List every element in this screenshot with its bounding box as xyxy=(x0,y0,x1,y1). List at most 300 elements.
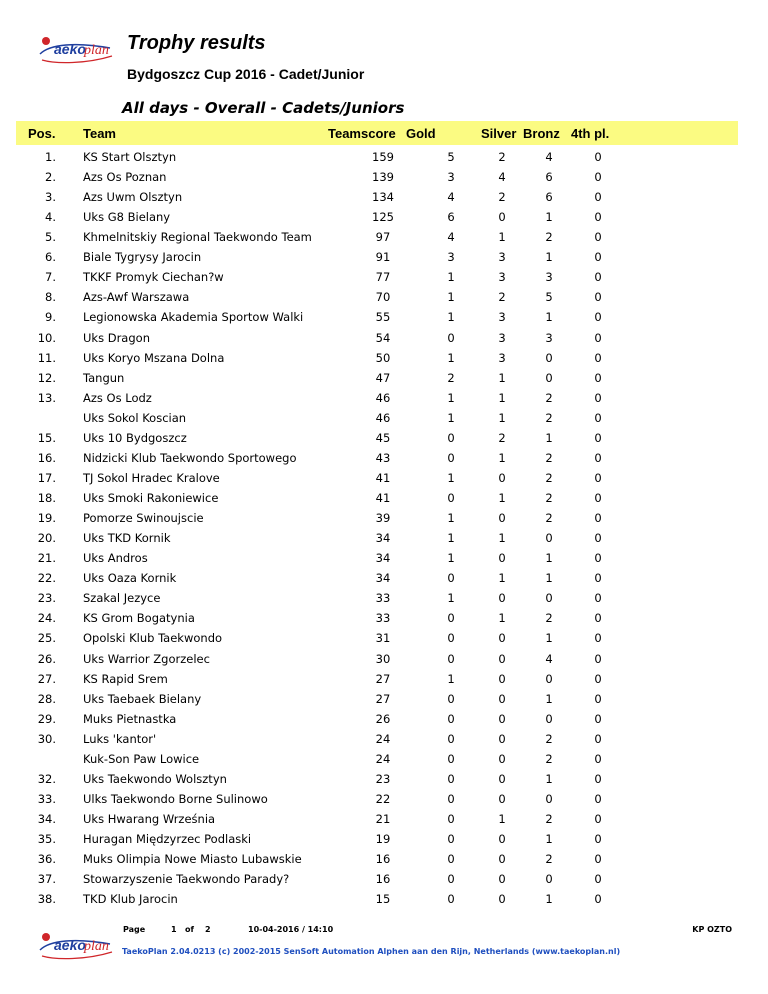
cell-team: Uks Hwarang Września xyxy=(83,811,216,826)
cell-gold: 1 xyxy=(447,531,455,546)
cell-fourth: 0 xyxy=(594,892,602,907)
cell-team: Szakal Jezyce xyxy=(83,591,161,606)
cell-pos: 34. xyxy=(37,811,56,826)
cell-pos: 24. xyxy=(37,611,56,626)
cell-silver: 1 xyxy=(498,390,506,405)
cell-bronz: 0 xyxy=(545,791,553,806)
cell-bronz: 2 xyxy=(545,450,553,465)
cell-bronz: 1 xyxy=(545,250,553,265)
cell-bronz: 2 xyxy=(545,511,553,526)
cell-silver: 0 xyxy=(498,671,506,686)
cell-pos: 1. xyxy=(45,150,56,164)
cell-fourth: 0 xyxy=(594,551,602,566)
cell-fourth: 0 xyxy=(594,811,602,826)
cell-score: 134 xyxy=(372,190,394,205)
cell-pos: 9. xyxy=(45,310,56,325)
cell-team: Uks G8 Bielany xyxy=(83,210,171,225)
cell-score: 139 xyxy=(372,170,394,185)
cell-pos: 22. xyxy=(37,571,56,586)
cell-fourth: 0 xyxy=(594,531,602,546)
cell-pos: 37. xyxy=(37,872,56,887)
table-row xyxy=(16,749,738,769)
table-row xyxy=(16,568,738,588)
logo-text-plan: plan xyxy=(84,43,109,58)
cell-score: 27 xyxy=(375,691,391,706)
cell-gold: 0 xyxy=(447,691,455,706)
cell-silver: 0 xyxy=(498,751,506,766)
cell-pos: 28. xyxy=(37,691,56,706)
cell-bronz: 2 xyxy=(545,852,553,867)
cell-score: 34 xyxy=(375,551,391,566)
cell-score: 41 xyxy=(375,491,391,506)
cell-silver: 1 xyxy=(498,811,506,826)
cell-team: Luks 'kantor' xyxy=(83,731,157,746)
cell-team: TKKF Promyk Ciechan?w xyxy=(83,270,224,285)
cell-gold: 1 xyxy=(447,390,455,405)
cell-bronz: 1 xyxy=(545,691,553,706)
footer-page-total: 2 xyxy=(205,925,211,934)
cell-score: 34 xyxy=(375,571,391,586)
cell-fourth: 0 xyxy=(594,731,602,746)
table-row xyxy=(16,628,738,648)
table-row xyxy=(16,468,738,488)
cell-fourth: 0 xyxy=(594,250,602,265)
cell-silver: 0 xyxy=(498,691,506,706)
cell-pos: 20. xyxy=(37,531,56,546)
cell-pos: 27. xyxy=(37,671,56,686)
footer-page-label: Page xyxy=(123,925,146,934)
cell-score: 97 xyxy=(375,230,391,245)
cell-gold: 0 xyxy=(447,571,455,586)
cell-silver: 3 xyxy=(498,250,506,265)
logo-text-aeko: aeko xyxy=(54,937,86,953)
cell-silver: 0 xyxy=(498,210,506,225)
table-row xyxy=(16,548,738,568)
cell-bronz: 1 xyxy=(545,210,553,225)
cell-pos: 15. xyxy=(37,430,56,445)
cell-gold: 1 xyxy=(447,310,455,325)
cell-gold: 1 xyxy=(447,511,455,526)
cell-team: Biale Tygrysy Jarocin xyxy=(83,250,202,265)
cell-gold: 1 xyxy=(447,350,455,365)
cell-team: Uks Smoki Rakoniewice xyxy=(83,491,219,506)
cell-gold: 0 xyxy=(447,852,455,867)
cell-silver: 0 xyxy=(498,892,506,907)
col-header-fourth: 4th pl. xyxy=(571,126,610,141)
cell-bronz: 3 xyxy=(545,330,553,345)
cell-score: 33 xyxy=(375,591,391,606)
cell-gold: 0 xyxy=(447,611,455,626)
table-row xyxy=(16,448,738,468)
cell-team: Legionowska Akademia Sportow Walki xyxy=(83,310,304,325)
cell-team: Uks Koryo Mszana Dolna xyxy=(83,350,225,365)
cell-score: 41 xyxy=(375,470,391,485)
cell-silver: 3 xyxy=(498,330,506,345)
cell-score: 21 xyxy=(375,811,391,826)
cell-gold: 0 xyxy=(447,491,455,506)
cell-score: 91 xyxy=(375,250,391,265)
cell-silver: 3 xyxy=(498,350,506,365)
cell-score: 70 xyxy=(375,290,391,305)
cell-silver: 0 xyxy=(498,731,506,746)
cell-gold: 0 xyxy=(447,631,455,646)
cell-team: Azs-Awf Warszawa xyxy=(83,290,190,305)
cell-score: 33 xyxy=(375,611,391,626)
cell-silver: 0 xyxy=(498,711,506,726)
cell-pos: 16. xyxy=(37,450,56,465)
cell-gold: 4 xyxy=(447,190,455,205)
cell-pos: 30. xyxy=(37,731,56,746)
table-row xyxy=(16,428,738,448)
cell-fourth: 0 xyxy=(594,310,602,325)
cell-silver: 0 xyxy=(498,470,506,485)
cell-bronz: 4 xyxy=(545,651,553,666)
cell-pos: 26. xyxy=(37,651,56,666)
cell-fourth: 0 xyxy=(594,190,602,205)
table-row xyxy=(16,508,738,528)
footer-page-num: 1 xyxy=(171,925,177,934)
cell-fourth: 0 xyxy=(594,611,602,626)
cell-gold: 0 xyxy=(447,711,455,726)
cell-silver: 2 xyxy=(498,430,506,445)
cell-score: 125 xyxy=(372,210,394,225)
table-row xyxy=(16,789,738,809)
cell-score: 46 xyxy=(375,410,391,425)
cell-score: 22 xyxy=(375,791,391,806)
cell-team: Muks Pietnastka xyxy=(83,711,177,726)
cell-score: 24 xyxy=(375,751,391,766)
cell-silver: 2 xyxy=(498,150,506,164)
cell-gold: 3 xyxy=(447,250,455,265)
footer-datetime: 10-04-2016 / 14:10 xyxy=(248,925,334,934)
cell-pos: 6. xyxy=(45,250,56,265)
col-header-pos: Pos. xyxy=(28,126,56,141)
col-header-gold: Gold xyxy=(406,126,436,141)
cell-score: 159 xyxy=(372,150,394,164)
footer-copyright: TaekoPlan 2.04.0213 (c) 2002-2015 SenSoft Automation Alphen aan den Rijn, Netherlands (www.taekoplan.nl) xyxy=(122,947,621,956)
cell-bronz: 2 xyxy=(545,611,553,626)
cell-team: Muks Olimpia Nowe Miasto Lubawskie xyxy=(83,852,302,867)
cell-pos: 5. xyxy=(45,230,56,245)
cell-fourth: 0 xyxy=(594,511,602,526)
cell-silver: 0 xyxy=(498,791,506,806)
cell-silver: 0 xyxy=(498,511,506,526)
col-header-bronz: Bronz xyxy=(523,126,560,141)
table-row xyxy=(16,328,738,348)
cell-bronz: 1 xyxy=(545,571,553,586)
cell-bronz: 0 xyxy=(545,671,553,686)
cell-team: Uks Warrior Zgorzelec xyxy=(83,651,210,666)
cell-silver: 0 xyxy=(498,852,506,867)
cell-team: Pomorze Swinoujscie xyxy=(83,511,204,526)
cell-score: 45 xyxy=(375,430,391,445)
cell-score: 16 xyxy=(375,872,391,887)
cell-bronz: 1 xyxy=(545,310,553,325)
cell-gold: 0 xyxy=(447,771,455,786)
cell-fourth: 0 xyxy=(594,370,602,385)
cell-fourth: 0 xyxy=(594,410,602,425)
cell-pos: 38. xyxy=(37,892,56,907)
cell-bronz: 2 xyxy=(545,410,553,425)
table-row xyxy=(16,729,738,749)
cell-pos: 12. xyxy=(37,370,56,385)
cell-score: 54 xyxy=(375,330,391,345)
cell-silver: 0 xyxy=(498,832,506,847)
col-header-silver: Silver xyxy=(481,126,517,141)
cell-silver: 1 xyxy=(498,531,506,546)
cell-pos: 21. xyxy=(37,551,56,566)
cell-pos: 4. xyxy=(45,210,56,225)
cell-score: 30 xyxy=(375,651,391,666)
cell-team: Kuk-Son Paw Lowice xyxy=(83,751,200,766)
section-title: All days - Overall - Cadets/Juniors xyxy=(122,99,405,117)
cell-pos: 13. xyxy=(37,390,56,405)
cell-pos: 23. xyxy=(37,591,56,606)
cell-score: 19 xyxy=(375,832,391,847)
footer-of-label: of xyxy=(185,925,194,934)
cell-bronz: 0 xyxy=(545,591,553,606)
cell-silver: 1 xyxy=(498,370,506,385)
cell-team: Huragan Międzyrzec Podlaski xyxy=(83,832,252,847)
col-header-score: Teamscore xyxy=(328,126,396,141)
cell-silver: 1 xyxy=(498,410,506,425)
cell-team: Tangun xyxy=(83,370,125,385)
cell-pos: 11. xyxy=(37,350,56,365)
cell-team: Azs Os Poznan xyxy=(83,170,167,185)
table-row xyxy=(16,528,738,548)
footer-right-text: KP OZTO xyxy=(692,925,732,934)
cell-gold: 0 xyxy=(447,330,455,345)
table-row xyxy=(16,287,738,307)
cell-team: TKD Klub Jarocin xyxy=(83,892,178,907)
cell-fourth: 0 xyxy=(594,270,602,285)
table-row xyxy=(16,889,738,909)
cell-score: 15 xyxy=(375,892,391,907)
cell-team: TJ Sokol Hradec Kralove xyxy=(83,470,220,485)
cell-bronz: 0 xyxy=(545,531,553,546)
cell-pos: 18. xyxy=(37,491,56,506)
table-row xyxy=(16,809,738,829)
cell-bronz: 1 xyxy=(545,631,553,646)
cell-fourth: 0 xyxy=(594,170,602,185)
cell-score: 77 xyxy=(375,270,391,285)
taekoplan-logo xyxy=(36,34,114,68)
cell-silver: 1 xyxy=(498,491,506,506)
cell-team: Nidzicki Klub Taekwondo Sportowego xyxy=(83,450,297,465)
cell-gold: 0 xyxy=(447,811,455,826)
cell-gold: 0 xyxy=(447,731,455,746)
cell-pos: 17. xyxy=(37,470,56,485)
taekoplan-logo-footer xyxy=(36,930,114,964)
cell-pos: 32. xyxy=(37,771,56,786)
cell-bronz: 2 xyxy=(545,751,553,766)
cell-silver: 2 xyxy=(498,190,506,205)
table-row xyxy=(16,608,738,628)
cell-team: Uks 10 Bydgoszcz xyxy=(83,430,187,445)
cell-silver: 1 xyxy=(498,230,506,245)
cell-gold: 1 xyxy=(447,410,455,425)
col-header-team: Team xyxy=(83,126,116,141)
cell-pos: 19. xyxy=(37,511,56,526)
cell-bronz: 5 xyxy=(545,290,553,305)
cell-team: Uks Taekwondo Wolsztyn xyxy=(83,771,227,786)
cell-gold: 1 xyxy=(447,551,455,566)
table-row xyxy=(16,227,738,247)
cell-fourth: 0 xyxy=(594,491,602,506)
cell-fourth: 0 xyxy=(594,771,602,786)
cell-gold: 1 xyxy=(447,290,455,305)
cell-silver: 0 xyxy=(498,591,506,606)
cell-team: Khmelnitskiy Regional Taekwondo Team xyxy=(83,230,312,245)
cell-silver: 4 xyxy=(498,170,506,185)
cell-gold: 2 xyxy=(447,370,455,385)
cell-fourth: 0 xyxy=(594,711,602,726)
cell-gold: 0 xyxy=(447,651,455,666)
cell-gold: 0 xyxy=(447,791,455,806)
cell-gold: 4 xyxy=(447,230,455,245)
cell-fourth: 0 xyxy=(594,631,602,646)
cell-silver: 1 xyxy=(498,611,506,626)
cell-silver: 0 xyxy=(498,872,506,887)
cell-pos: 29. xyxy=(37,711,56,726)
cell-fourth: 0 xyxy=(594,791,602,806)
table-row xyxy=(16,709,738,729)
cell-team: KS Grom Bogatynia xyxy=(83,611,195,626)
cell-team: Uks TKD Kornik xyxy=(83,531,171,546)
cell-team: Uks Sokol Koscian xyxy=(83,410,187,425)
cell-fourth: 0 xyxy=(594,691,602,706)
cell-silver: 0 xyxy=(498,551,506,566)
cell-pos: 25. xyxy=(37,631,56,646)
cell-score: 31 xyxy=(375,631,391,646)
cell-gold: 1 xyxy=(447,270,455,285)
cell-team: Stowarzyszenie Taekwondo Parady? xyxy=(83,872,290,887)
cell-score: 34 xyxy=(375,531,391,546)
table-row xyxy=(16,167,738,187)
cell-score: 16 xyxy=(375,852,391,867)
cell-score: 26 xyxy=(375,711,391,726)
page-subtitle: Bydgoszcz Cup 2016 - Cadet/Junior xyxy=(127,66,365,82)
table-row xyxy=(16,247,738,267)
table-row xyxy=(16,849,738,869)
cell-fourth: 0 xyxy=(594,330,602,345)
cell-fourth: 0 xyxy=(594,350,602,365)
cell-silver: 1 xyxy=(498,450,506,465)
cell-team: Opolski Klub Taekwondo xyxy=(83,631,223,646)
cell-score: 50 xyxy=(375,350,391,365)
cell-fourth: 0 xyxy=(594,210,602,225)
table-row xyxy=(16,368,738,388)
cell-gold: 0 xyxy=(447,832,455,847)
cell-fourth: 0 xyxy=(594,290,602,305)
cell-score: 39 xyxy=(375,511,391,526)
cell-bronz: 2 xyxy=(545,230,553,245)
cell-silver: 3 xyxy=(498,270,506,285)
cell-gold: 5 xyxy=(447,150,455,164)
cell-fourth: 0 xyxy=(594,230,602,245)
cell-fourth: 0 xyxy=(594,591,602,606)
cell-team: Uks Dragon xyxy=(83,330,150,345)
cell-fourth: 0 xyxy=(594,450,602,465)
cell-bronz: 2 xyxy=(545,491,553,506)
cell-score: 24 xyxy=(375,731,391,746)
cell-bronz: 1 xyxy=(545,892,553,907)
cell-bronz: 0 xyxy=(545,350,553,365)
cell-gold: 0 xyxy=(447,430,455,445)
cell-score: 47 xyxy=(375,370,391,385)
cell-team: Uks Oaza Kornik xyxy=(83,571,177,586)
cell-score: 23 xyxy=(375,771,391,786)
cell-bronz: 1 xyxy=(545,551,553,566)
cell-bronz: 0 xyxy=(545,711,553,726)
table-row xyxy=(16,769,738,789)
table-row xyxy=(16,307,738,327)
cell-score: 43 xyxy=(375,450,391,465)
table-row xyxy=(16,147,738,167)
cell-gold: 0 xyxy=(447,751,455,766)
cell-silver: 0 xyxy=(498,631,506,646)
table-row xyxy=(16,689,738,709)
cell-pos: 35. xyxy=(37,832,56,847)
table-row xyxy=(16,869,738,889)
cell-silver: 3 xyxy=(498,310,506,325)
table-row xyxy=(16,408,738,428)
cell-silver: 1 xyxy=(498,571,506,586)
cell-bronz: 0 xyxy=(545,370,553,385)
cell-pos: 8. xyxy=(45,290,56,305)
cell-gold: 1 xyxy=(447,591,455,606)
cell-gold: 3 xyxy=(447,170,455,185)
cell-bronz: 2 xyxy=(545,731,553,746)
cell-bronz: 3 xyxy=(545,270,553,285)
cell-team: KS Rapid Srem xyxy=(83,671,168,686)
cell-bronz: 2 xyxy=(545,470,553,485)
table-row xyxy=(16,187,738,207)
cell-fourth: 0 xyxy=(594,651,602,666)
cell-gold: 1 xyxy=(447,470,455,485)
cell-bronz: 0 xyxy=(545,872,553,887)
cell-team: Azs Uwm Olsztyn xyxy=(83,190,183,205)
cell-pos: 7. xyxy=(45,270,56,285)
table-row xyxy=(16,267,738,287)
cell-pos: 2. xyxy=(45,170,56,185)
cell-bronz: 1 xyxy=(545,832,553,847)
cell-silver: 0 xyxy=(498,651,506,666)
table-header xyxy=(16,121,738,145)
cell-silver: 2 xyxy=(498,290,506,305)
cell-fourth: 0 xyxy=(594,571,602,586)
cell-bronz: 2 xyxy=(545,811,553,826)
cell-fourth: 0 xyxy=(594,430,602,445)
cell-team: Uks Taebaek Bielany xyxy=(83,691,202,706)
cell-fourth: 0 xyxy=(594,872,602,887)
table-row xyxy=(16,829,738,849)
cell-bronz: 1 xyxy=(545,430,553,445)
table-row xyxy=(16,348,738,368)
cell-pos: 10. xyxy=(37,330,56,345)
cell-bronz: 1 xyxy=(545,771,553,786)
cell-pos: 36. xyxy=(37,852,56,867)
table-row xyxy=(16,488,738,508)
cell-bronz: 6 xyxy=(545,190,553,205)
cell-bronz: 6 xyxy=(545,170,553,185)
cell-score: 55 xyxy=(375,310,391,325)
cell-fourth: 0 xyxy=(594,671,602,686)
cell-fourth: 0 xyxy=(594,852,602,867)
logo-text-aeko: aeko xyxy=(54,41,86,57)
table-row xyxy=(16,649,738,669)
cell-team: KS Start Olsztyn xyxy=(83,150,177,164)
